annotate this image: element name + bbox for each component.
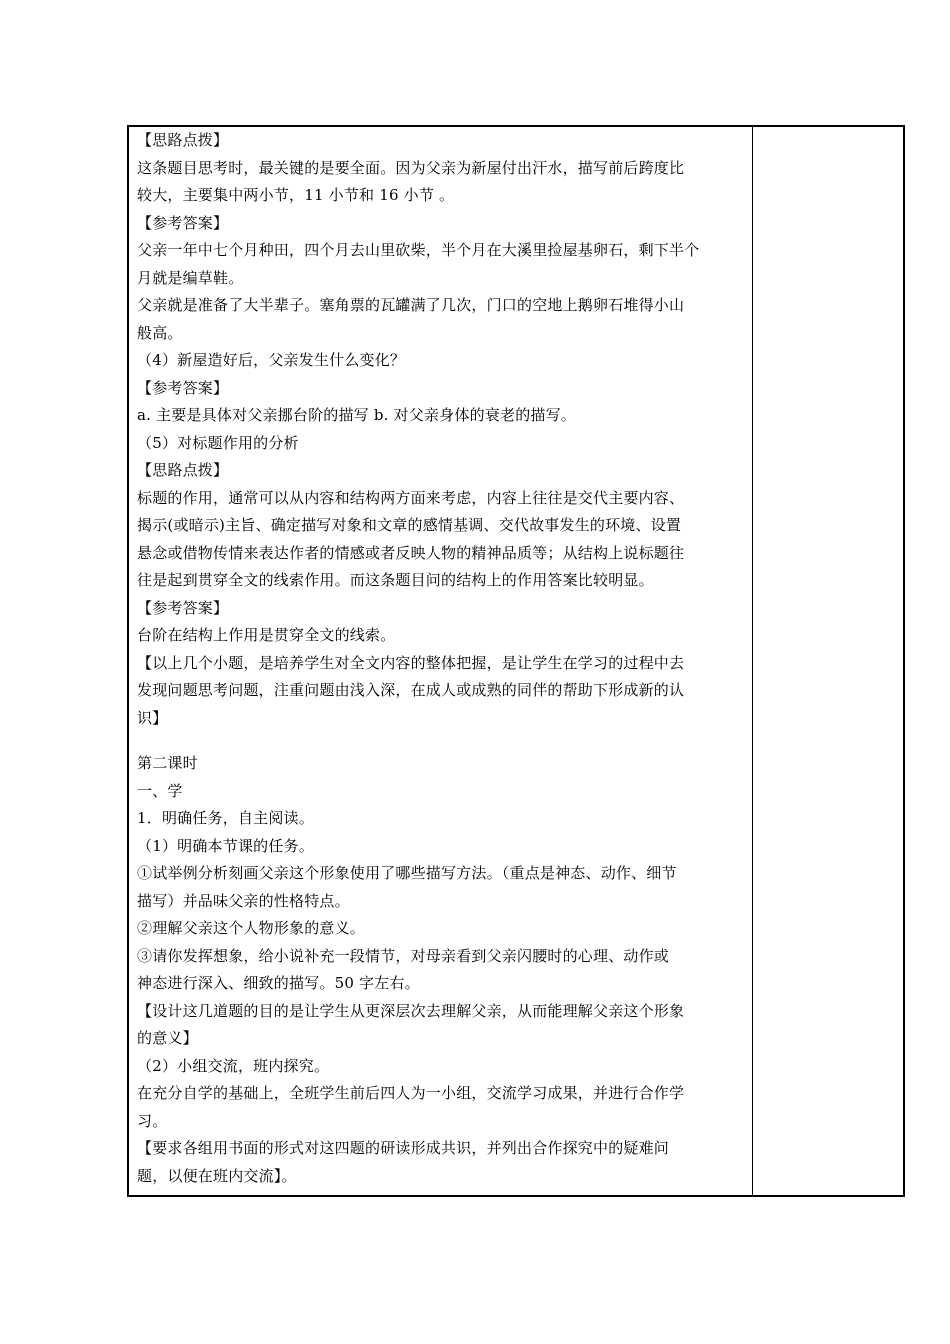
text-line: 【思路点拨】 [137,461,229,479]
text-line: 这条题目思考时，最关键的是要全面。因为父亲为新屋付出汗水，描写前后跨度比 [137,158,685,177]
lesson-content [137,127,743,1190]
text-line: ③请你发挥想象，给小说补充一段情节，对母亲看到父亲闪腰时的心理、动作或 [137,946,670,965]
text-line: 【以上几个小题，是培养学生对全文内容的整体把握，是让学生在学习的过程中去 [137,653,685,672]
text-line: （2）小组交流，班内探究。 [137,1056,330,1075]
text-line: 一、学 [137,781,183,800]
text-line: 揭示(或暗示)主旨、确定描写对象和文章的感情基调、交代故事发生的环境、设置 [137,516,682,534]
text-line: 【参考答案】 [137,378,229,397]
text-line: 父亲一年中七个月种田，四个月去山里砍柴，半个月在大溪里捡屋基卵石，剩下半个 [137,241,700,259]
text-line: （1）明确本节课的任务。 [137,836,314,855]
main-column [129,127,753,1195]
text-line: 描写）并品味父亲的性格特点。 [137,891,350,910]
text-line: 般高。 [137,323,183,342]
text-line: 月就是编草鞋。 [137,268,244,287]
text-line: 往是起到贯穿全文的线索作用。而这条题目问的结构上的作用答案比较明显。 [137,571,654,589]
text-line: 父亲就是准备了大半辈子。塞角票的瓦罐满了几次，门口的空地上鹅卵石堆得小山 [137,296,685,314]
text-line: 的意义】 [137,1029,198,1047]
text-line: 标题的作用，通常可以从内容和结构两方面来考虑，内容上往往是交代主要内容、 [137,488,685,507]
text-line: 题，以便在班内交流】。 [137,1166,297,1185]
text-line: 【设计这几道题的目的是让学生从更深层次去理解父亲，从而能理解父亲这个形象 [137,1001,685,1020]
text-line: （4）新屋造好后，父亲发生什么变化？ [137,351,406,369]
text-line: 【参考答案】 [137,213,229,232]
text-line: ①试举例分析刻画父亲这个形象使用了哪些描写方法。（重点是神态、动作、细节 [137,864,677,882]
text-line: 悬念或借物传情来表达作者的情感或者反映人物的精神品质等；从结构上说标题往 [137,543,685,562]
text-line: a. 主要是具体对父亲挪台阶的描写 b. 对父亲身体的衰老的描写。 [137,406,576,424]
text-line: 识】 [137,708,168,727]
text-line: 较大，主要集中两小节，11 小节和 16 小节 。 [137,186,455,204]
lesson-table [127,125,905,1197]
notes-column [753,127,903,1195]
text-line: 【要求各组用书面的形式对这四题的研读形成共识，并列出合作探究中的疑难问 [137,1139,670,1157]
text-line: 台阶在结构上作用是贯穿全文的线索。 [137,626,396,644]
text-line: 习。 [137,1111,168,1130]
text-line: ②理解父亲这个人物形象的意义。 [137,919,366,937]
text-line: 【参考答案】 [137,598,229,617]
text-line: 【思路点拨】 [137,131,229,149]
text-line: 神态进行深入、细致的描写。50 字左右。 [137,974,420,992]
section-heading: 第二课时 [137,754,198,772]
paragraph-gap [137,732,743,750]
text-line: 在充分自学的基础上，全班学生前后四人为一小组，交流学习成果，并进行合作学 [137,1084,685,1102]
text-line: 1．明确任务，自主阅读。 [137,809,314,827]
text-line: （5）对标题作用的分析 [137,433,299,452]
text-line: 发现问题思考问题，注重问题由浅入深，在成人或成熟的同伴的帮助下形成新的认 [137,681,685,699]
